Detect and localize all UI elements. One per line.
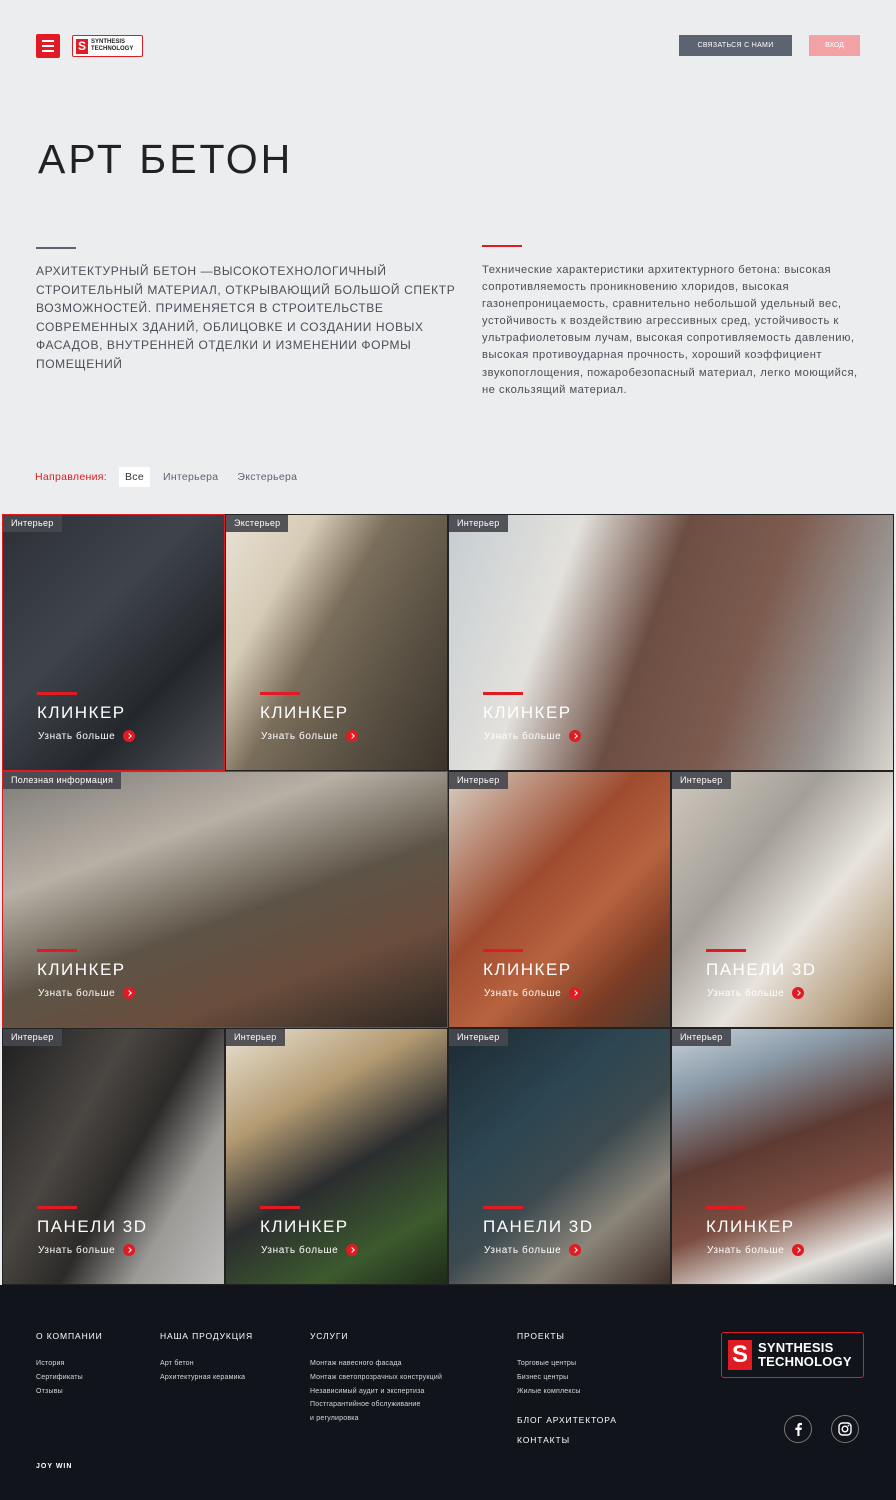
login-button[interactable]: ВХОД <box>809 35 860 56</box>
card-title: КЛИНКЕР <box>483 960 572 979</box>
category-tag: Полезная информация <box>3 772 121 789</box>
learn-more-link[interactable] <box>38 1244 135 1256</box>
arrow-right-icon <box>792 1244 804 1256</box>
footer-link[interactable]: и регулировка <box>310 1415 359 1423</box>
footer-heading: О КОМПАНИИ <box>36 1331 103 1341</box>
category-tag: Экстерьер <box>226 515 288 532</box>
accent-line <box>37 949 77 952</box>
filter-bar <box>35 467 310 487</box>
footer-link[interactable]: Монтаж навесного фасада <box>310 1360 402 1367</box>
accent-line <box>706 1206 746 1209</box>
footer-link[interactable]: Торговые центры <box>517 1360 577 1367</box>
filter-interior[interactable]: Интерьера <box>162 471 219 483</box>
learn-more-link[interactable] <box>484 987 581 999</box>
learn-more-link[interactable] <box>38 730 135 742</box>
learn-more-link[interactable] <box>484 730 581 742</box>
logo-mark: S <box>77 38 86 53</box>
arrow-right-icon <box>346 730 358 742</box>
footer-heading: УСЛУГИ <box>310 1331 349 1341</box>
accent-line <box>37 1206 77 1209</box>
learn-more-link[interactable] <box>707 987 804 999</box>
divider <box>36 247 76 249</box>
card-title: ПАНЕЛИ 3D <box>483 1217 594 1236</box>
project-card[interactable] <box>448 514 894 771</box>
footer-link[interactable]: Жилые комплексы <box>517 1387 581 1395</box>
footer-link[interactable]: История <box>36 1360 65 1367</box>
project-card[interactable] <box>225 1028 448 1285</box>
learn-more-label: Узнать больше <box>38 1244 116 1256</box>
footer-link[interactable]: Бизнес центры <box>517 1373 569 1381</box>
footer-link[interactable]: Архитектурная керамика <box>160 1373 246 1381</box>
accent-line <box>483 1206 523 1209</box>
logo-text: SYNTHESIS TECHNOLOGY <box>91 39 134 52</box>
filter-all[interactable]: Все <box>119 467 150 487</box>
developer-credit[interactable]: JOY WIN <box>36 1463 73 1470</box>
arrow-right-icon <box>569 730 581 742</box>
learn-more-label: Узнать больше <box>707 1244 785 1256</box>
footer-heading: НАША ПРОДУКЦИЯ <box>160 1331 253 1341</box>
accent-line <box>483 949 523 952</box>
learn-more-link[interactable] <box>261 1244 358 1256</box>
logo[interactable] <box>72 35 143 57</box>
footer-services <box>310 1331 442 1426</box>
arrow-right-icon <box>569 1244 581 1256</box>
arrow-right-icon <box>792 987 804 999</box>
divider-accent <box>482 245 522 247</box>
arrow-right-icon <box>123 730 135 742</box>
footer-blog-link[interactable]: БЛОГ АРХИТЕКТОРА <box>517 1415 617 1426</box>
project-card[interactable] <box>448 1028 671 1285</box>
card-title: КЛИНКЕР <box>706 1217 795 1236</box>
card-title: КЛИНКЕР <box>37 703 126 722</box>
project-card[interactable] <box>671 1028 894 1285</box>
arrow-right-icon <box>346 1244 358 1256</box>
accent-line <box>37 692 77 695</box>
category-tag: Интерьер <box>449 515 508 532</box>
category-tag: Интерьер <box>3 515 62 532</box>
contact-button[interactable]: СВЯЗАТЬСЯ С НАМИ <box>679 35 792 56</box>
category-tag: Интерьер <box>226 1029 285 1046</box>
learn-more-label: Узнать больше <box>484 730 562 742</box>
tech-specs-text: Технические характеристики архитектурного бетона: высокая сопротивляемость проникновению хлоридов, высокая газонепроницаемость, сравнительно небольшой удельный вес, устойчивость к воздействию агрессивных сред, устойчивость к ультрафиолетовым лучам, высокая сопротивляемость давлению, высокая противоударная прочность, хороший коэффициент звукопоглощения, пожаробезопасный материал, легко моющийся, не скользящий материал. <box>482 264 858 396</box>
card-title: ПАНЕЛИ 3D <box>37 1217 148 1236</box>
category-tag: Интерьер <box>449 772 508 789</box>
footer-link[interactable]: Независимый аудит и экспертиза <box>310 1387 425 1395</box>
learn-more-link[interactable] <box>38 987 135 999</box>
learn-more-label: Узнать больше <box>261 730 339 742</box>
footer-logo[interactable] <box>721 1332 864 1378</box>
footer-company <box>36 1331 103 1398</box>
page-title: АРТ БЕТОН <box>38 136 294 182</box>
filter-label: Направления: <box>35 471 107 483</box>
footer-products <box>160 1331 253 1385</box>
logo-mark: S <box>728 1340 752 1370</box>
footer-contacts-link[interactable]: КОНТАКТЫ <box>517 1435 571 1446</box>
arrow-right-icon <box>569 987 581 999</box>
filter-exterior[interactable]: Экстерьера <box>237 471 298 483</box>
category-tag: Интерьер <box>3 1029 62 1046</box>
accent-line <box>260 1206 300 1209</box>
category-tag: Интерьер <box>672 1029 731 1046</box>
learn-more-label: Узнать больше <box>38 987 116 999</box>
learn-more-label: Узнать больше <box>707 987 785 999</box>
footer-link[interactable]: Монтаж светопрозрачных конструкций <box>310 1373 443 1381</box>
accent-line <box>706 949 746 952</box>
footer-link[interactable]: Арт бетон <box>160 1360 194 1367</box>
learn-more-link[interactable] <box>484 1244 581 1256</box>
learn-more-label: Узнать больше <box>484 987 562 999</box>
footer-link[interactable]: Сертификаты <box>36 1373 83 1381</box>
project-card[interactable] <box>225 514 448 771</box>
project-card[interactable] <box>2 1028 225 1285</box>
card-title: КЛИНКЕР <box>483 703 572 722</box>
lead-text: АРХИТЕКТУРНЫЙ БЕТОН —ВЫСОКОТЕХНОЛОГИЧНЫЙ СТРОИТЕЛЬНЫЙ МАТЕРИАЛ, ОТКРЫВАЮЩИЙ БОЛЬШОЙ СПЕКТР ВОЗМОЖНОСТЕЙ. ПРИМЕНЯЕТСЯ В СТРОИТЕЛЬСТВЕ СОВРЕМЕННЫХ ЗДАНИЙ, ОБЛИЦОВКЕ И СОЗДАНИИ НОВЫХ ФАСАДОВ, ВНУТРЕННЕЙ ОТДЕЛКИ И ИЗМЕНЕНИИ ФОРМЫ ПОМЕЩЕНИЙ <box>36 264 456 371</box>
logo-text: SYNTHESIS TECHNOLOGY <box>758 1340 852 1369</box>
learn-more-link[interactable] <box>707 1244 804 1256</box>
project-card[interactable] <box>448 771 671 1028</box>
category-tag: Интерьер <box>449 1029 508 1046</box>
project-card[interactable] <box>671 771 894 1028</box>
card-title: ПАНЕЛИ 3D <box>706 960 817 979</box>
learn-more-label: Узнать больше <box>38 730 116 742</box>
footer-link[interactable]: Постгарантийное обслуживание <box>310 1401 421 1409</box>
card-title: КЛИНКЕР <box>260 703 349 722</box>
footer-projects <box>517 1331 617 1445</box>
arrow-right-icon <box>123 1244 135 1256</box>
footer-link[interactable]: Отзывы <box>36 1387 63 1395</box>
project-card[interactable] <box>2 514 225 771</box>
learn-more-label: Узнать больше <box>484 1244 562 1256</box>
category-tag: Интерьер <box>672 772 731 789</box>
footer-heading: ПРОЕКТЫ <box>517 1331 565 1341</box>
learn-more-label: Узнать больше <box>261 1244 339 1256</box>
footer <box>0 1285 896 1500</box>
accent-line <box>483 692 523 695</box>
accent-line <box>260 692 300 695</box>
card-title: КЛИНКЕР <box>260 1217 349 1236</box>
instagram-icon[interactable] <box>831 1415 859 1443</box>
card-title: КЛИНКЕР <box>37 960 126 979</box>
facebook-icon[interactable] <box>784 1415 812 1443</box>
learn-more-link[interactable] <box>261 730 358 742</box>
project-card[interactable] <box>2 771 448 1028</box>
menu-icon[interactable] <box>36 34 60 58</box>
arrow-right-icon <box>123 987 135 999</box>
